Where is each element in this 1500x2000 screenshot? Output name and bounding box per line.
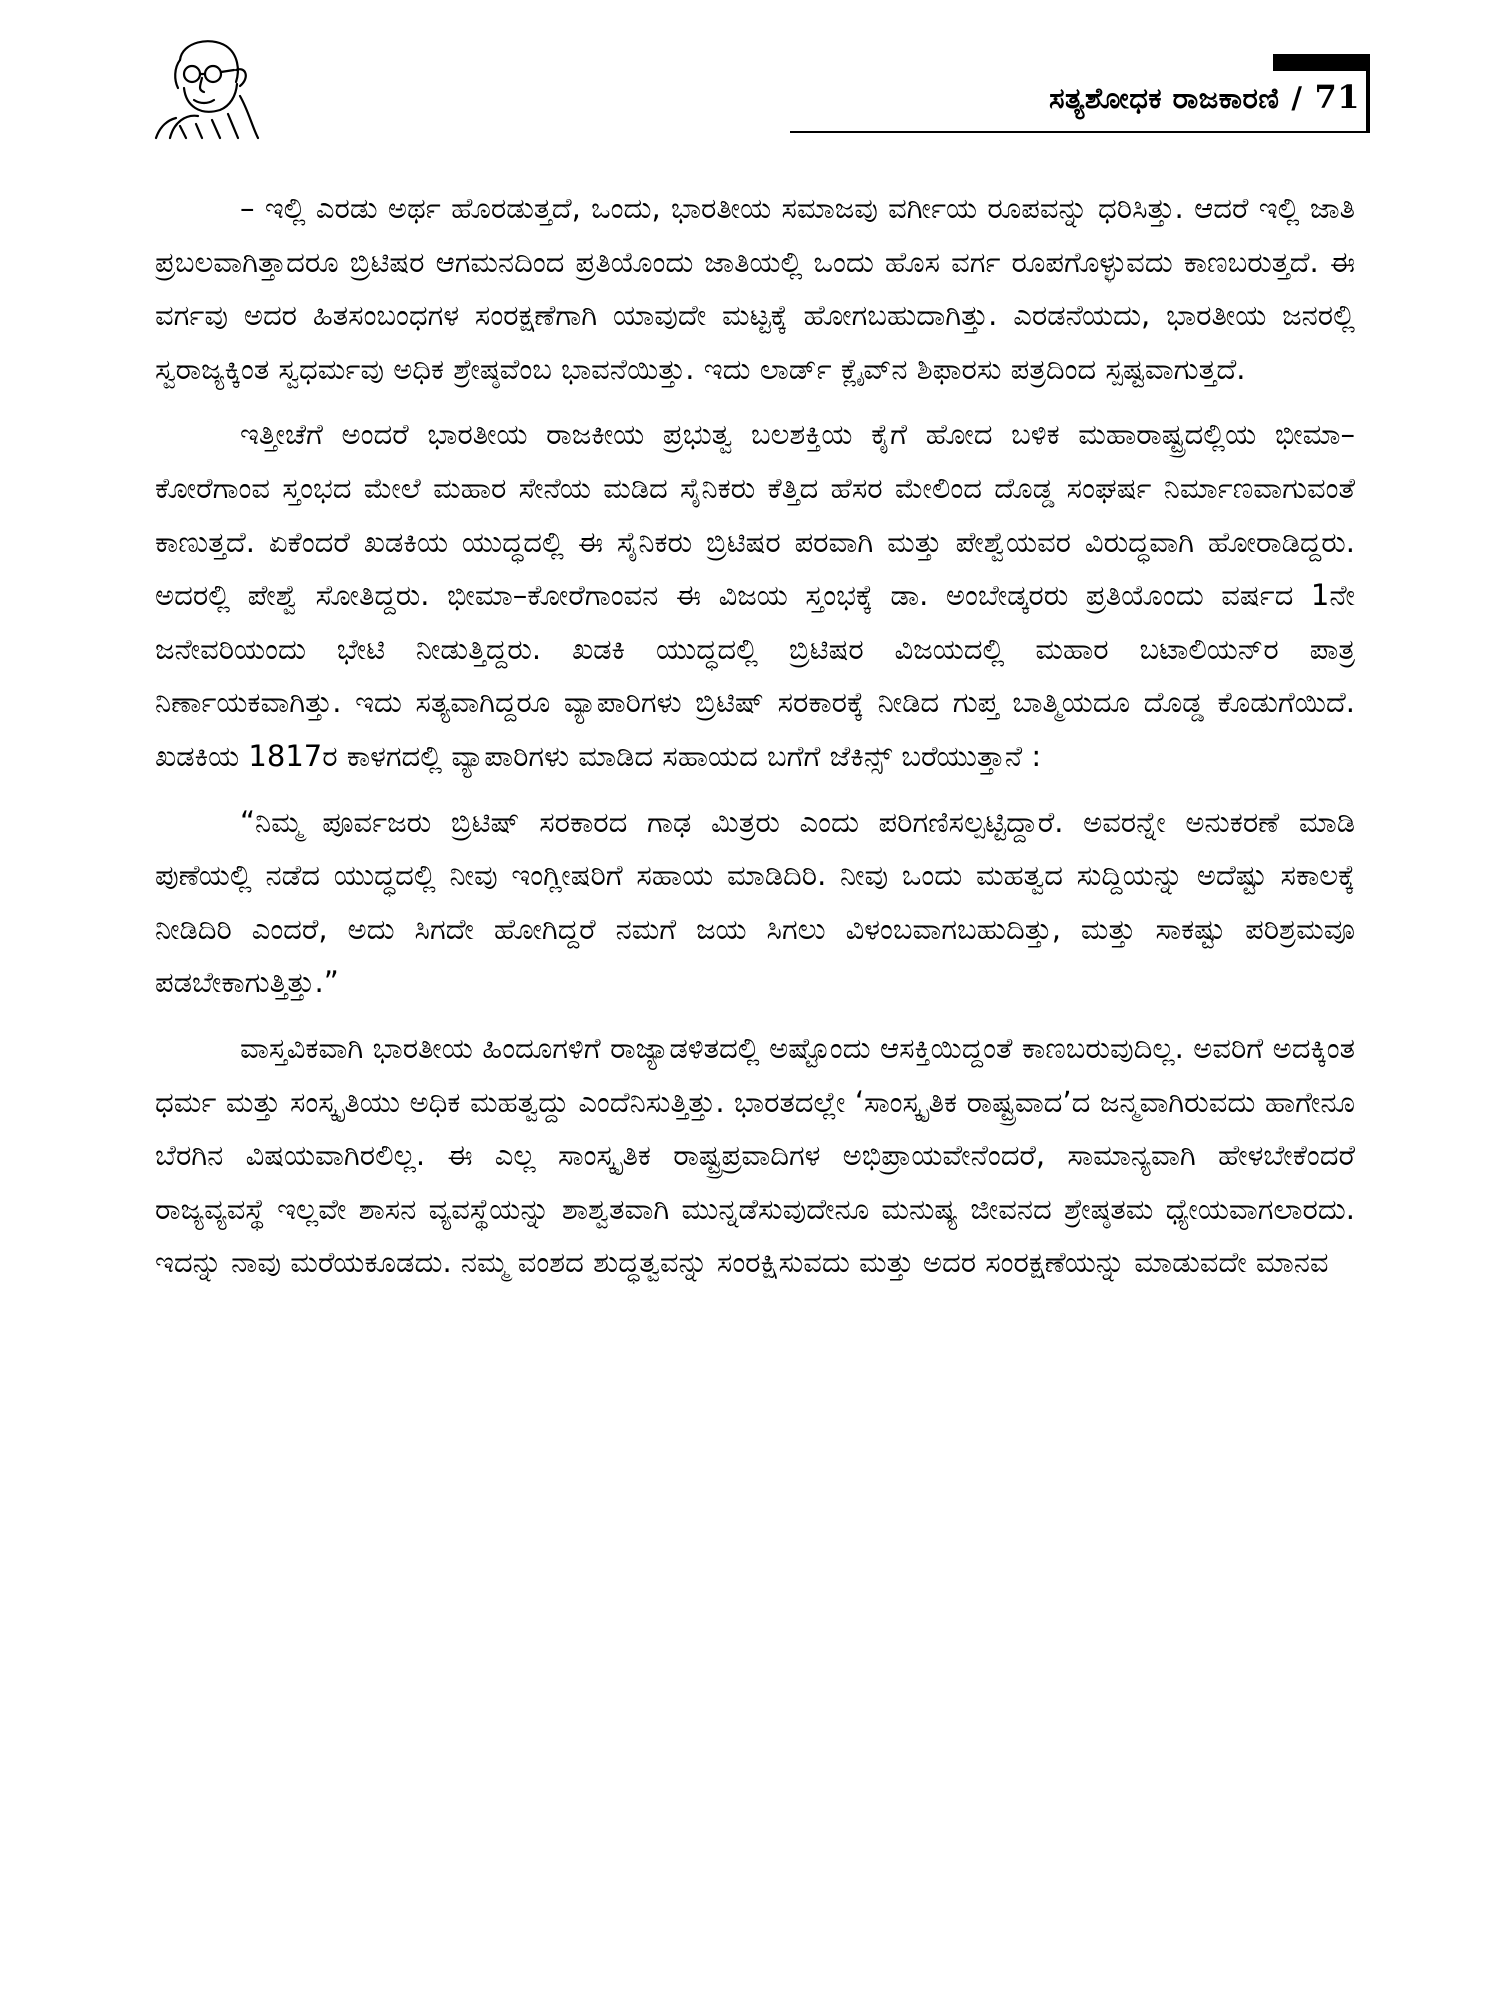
paragraph-4: ವಾಸ್ತವಿಕವಾಗಿ ಭಾರತೀಯ ಹಿಂದೂಗಳಿಗೆ ರಾಜ್ಯಾಡಳಿತದಲ್ಲಿ ಅಷ್ಟೊಂದು ಆಸಕ್ತಿಯಿದ್ದಂತೆ ಕಾಣಬರುವುದಿಲ್ಲ. ಅವರಿಗೆ ಅದಕ್ಕಿಂತ ಧರ್ಮ ಮತ್ತು ಸಂಸ್ಕೃತಿಯು ಅಧಿಕ ಮಹತ್ವದ್ದು ಎಂದೆನಿಸುತ್ತಿತ್ತು. ಭಾರತದಲ್ಲೇ ‘ಸಾಂಸ್ಕೃತಿಕ ರಾಷ್ಟ್ರವಾದ’ದ ಜನ್ಮವಾಗಿರುವದು ಹಾಗೇನೂ ಬೆರಗಿನ ವಿಷಯವಾಗಿರಲಿಲ್ಲ. ಈ ಎಲ್ಲ ಸಾಂಸ್ಕೃತಿಕ ರಾಷ್ಟ್ರಪ್ರವಾದಿಗಳ ಅಭಿಪ್ರಾಯವೇನೆಂದರೆ, ಸಾಮಾನ್ಯವಾಗಿ ಹೇಳಬೇಕೆಂದರೆ ರಾಜ್ಯವ್ಯವಸ್ಥೆ ಇಲ್ಲವೇ ಶಾಸನ ವ್ಯವಸ್ಥೆಯನ್ನು ಶಾಶ್ವತವಾಗಿ ಮುನ್ನಡೆಸುವುದೇನೂ ಮನುಷ್ಯ ಜೀವನದ ಶ್ರೇಷ್ಠತಮ ಧ್ಯೇಯವಾಗಲಾರದು. ಇದನ್ನು ನಾವು ಮರೆಯಕೂಡದು. ನಮ್ಮ ವಂಶದ ಶುದ್ಧತ್ವವನ್ನು ಸಂರಕ್ಷಿಸುವದು ಮತ್ತು ಅದರ ಸಂರಕ್ಷಣೆಯನ್ನು ಮಾಡುವದೇ ಮಾನವ xyxy=(155,1030,1355,1280)
page-body xyxy=(155,182,1355,1302)
page-number: 71 xyxy=(1314,78,1360,116)
header-separator: / xyxy=(1291,81,1303,115)
header-underline-rule xyxy=(790,131,1370,133)
page-header xyxy=(0,0,1500,140)
running-header xyxy=(1049,78,1360,116)
header-black-bar xyxy=(1273,54,1368,71)
book-title: ಸತ್ಯಶೋಧಕ ರಾಜಕಾರಣಿ xyxy=(1049,81,1280,115)
paragraph-2: ಇತ್ತೀಚೆಗೆ ಅಂದರೆ ಭಾರತೀಯ ರಾಜಕೀಯ ಪ್ರಭುತ್ವ ಬಲಶಕ್ತಿಯ ಕೈಗೆ ಹೋದ ಬಳಿಕ ಮಹಾರಾಷ್ಟ್ರದಲ್ಲಿಯ ಭೀಮಾ–ಕೋರೆಗಾಂವ ಸ್ತಂಭದ ಮೇಲೆ ಮಹಾರ ಸೇನೆಯ ಮಡಿದ ಸೈನಿಕರು ಕೆತ್ತಿದ ಹೆಸರ ಮೇಲಿಂದ ದೊಡ್ಡ ಸಂಘರ್ಷ ನಿರ್ಮಾಣವಾಗುವಂತೆ ಕಾಣುತ್ತದೆ. ಏಕೆಂದರೆ ಖಡಕಿಯ ಯುದ್ಧದಲ್ಲಿ ಈ ಸೈನಿಕರು ಬ್ರಿಟಿಷರ ಪರವಾಗಿ ಮತ್ತು ಪೇಶ್ವೆಯವರ ವಿರುದ್ಧವಾಗಿ ಹೋರಾಡಿದ್ದರು. ಅದರಲ್ಲಿ ಪೇಶ್ವೆ ಸೋತಿದ್ದರು. ಭೀಮಾ–ಕೋರೆಗಾಂವನ ಈ ವಿಜಯ ಸ್ತಂಭಕ್ಕೆ ಡಾ. ಅಂಬೇಡ್ಕರರು ಪ್ರತಿಯೊಂದು ವರ್ಷದ 1ನೇ ಜನೇವರಿಯಂದು ಭೇಟಿ ನೀಡುತ್ತಿದ್ದರು. ಖಡಕಿ ಯುದ್ಧದಲ್ಲಿ ಬ್ರಿಟಿಷರ ವಿಜಯದಲ್ಲಿ ಮಹಾರ ಬಟಾಲಿಯನ್‌ರ ಪಾತ್ರ ನಿರ್ಣಾಯಕವಾಗಿತ್ತು. ಇದು ಸತ್ಯವಾಗಿದ್ದರೂ ವ್ಯಾಪಾರಿಗಳು ಬ್ರಿಟಿಷ್ ಸರಕಾರಕ್ಕೆ ನೀಡಿದ ಗುಪ್ತ ಬಾತ್ಮಿಯದೂ ದೊಡ್ಡ ಕೊಡುಗೆಯಿದೆ. ಖಡಕಿಯ 1817ರ ಕಾಳಗದಲ್ಲಿ ವ್ಯಾಪಾರಿಗಳು ಮಾಡಿದ ಸಹಾಯದ ಬಗೆಗೆ ಜೆಕಿನ್ಸ್ ಬರೆಯುತ್ತಾನೆ : xyxy=(155,417,1355,773)
gandhi-portrait-icon xyxy=(140,30,265,140)
paragraph-1: – ಇಲ್ಲಿ ಎರಡು ಅರ್ಥ ಹೊರಡುತ್ತದೆ, ಒಂದು, ಭಾರತೀಯ ಸಮಾಜವು ವರ್ಗೀಯ ರೂಪವನ್ನು ಧರಿಸಿತ್ತು. ಆದರೆ ಇಲ್ಲಿ ಜಾತಿ ಪ್ರಬಲವಾಗಿತ್ತಾದರೂ ಬ್ರಿಟಿಷರ ಆಗಮನದಿಂದ ಪ್ರತಿಯೊಂದು ಜಾತಿಯಲ್ಲಿ ಒಂದು ಹೊಸ ವರ್ಗ ರೂಪಗೊಳ್ಳುವದು ಕಾಣಬರುತ್ತದೆ. ಈ ವರ್ಗವು ಅದರ ಹಿತಸಂಬಂಧಗಳ ಸಂರಕ್ಷಣೆಗಾಗಿ ಯಾವುದೇ ಮಟ್ಟಕ್ಕೆ ಹೋಗಬಹುದಾಗಿತ್ತು. ಎರಡನೆಯದು, ಭಾರತೀಯ ಜನರಲ್ಲಿ ಸ್ವರಾಜ್ಯಕ್ಕಿಂತ ಸ್ವಧರ್ಮವು ಅಧಿಕ ಶ್ರೇಷ್ಠವೆಂಬ ಭಾವನೆಯಿತ್ತು. ಇದು ಲಾರ್ಡ್ ಕ್ಲೈವ್‌ನ ಶಿಫಾರಸು ಪತ್ರದಿಂದ ಸ್ಪಷ್ಟವಾಗುತ್ತದೆ. xyxy=(155,191,1355,386)
quote-paragraph: “ನಿಮ್ಮ ಪೂರ್ವಜರು ಬ್ರಿಟಿಷ್ ಸರಕಾರದ ಗಾಢ ಮಿತ್ರರು ಎಂದು ಪರಿಗಣಿಸಲ್ಪಟ್ಟಿದ್ದಾರೆ. ಅವರನ್ನೇ ಅನುಕರಣೆ ಮಾಡಿ ಪುಣೆಯಲ್ಲಿ ನಡೆದ ಯುದ್ಧದಲ್ಲಿ ನೀವು ಇಂಗ್ಲೀಷರಿಗೆ ಸಹಾಯ ಮಾಡಿದಿರಿ. ನೀವು ಒಂದು ಮಹತ್ವದ ಸುದ್ದಿಯನ್ನು ಅದೆಷ್ಟು ಸಕಾಲಕ್ಕೆ ನೀಡಿದಿರಿ ಎಂದರೆ, ಅದು ಸಿಗದೇ ಹೋಗಿದ್ದರೆ ನಮಗೆ ಜಯ ಸಿಗಲು ವಿಳಂಬವಾಗಬಹುದಿತ್ತು, ಮತ್ತು ಸಾಕಷ್ಟು ಪರಿಶ್ರಮವೂ ಪಡಬೇಕಾಗುತ್ತಿತ್ತು.” xyxy=(155,804,1355,1000)
header-vertical-rule xyxy=(1366,54,1370,133)
